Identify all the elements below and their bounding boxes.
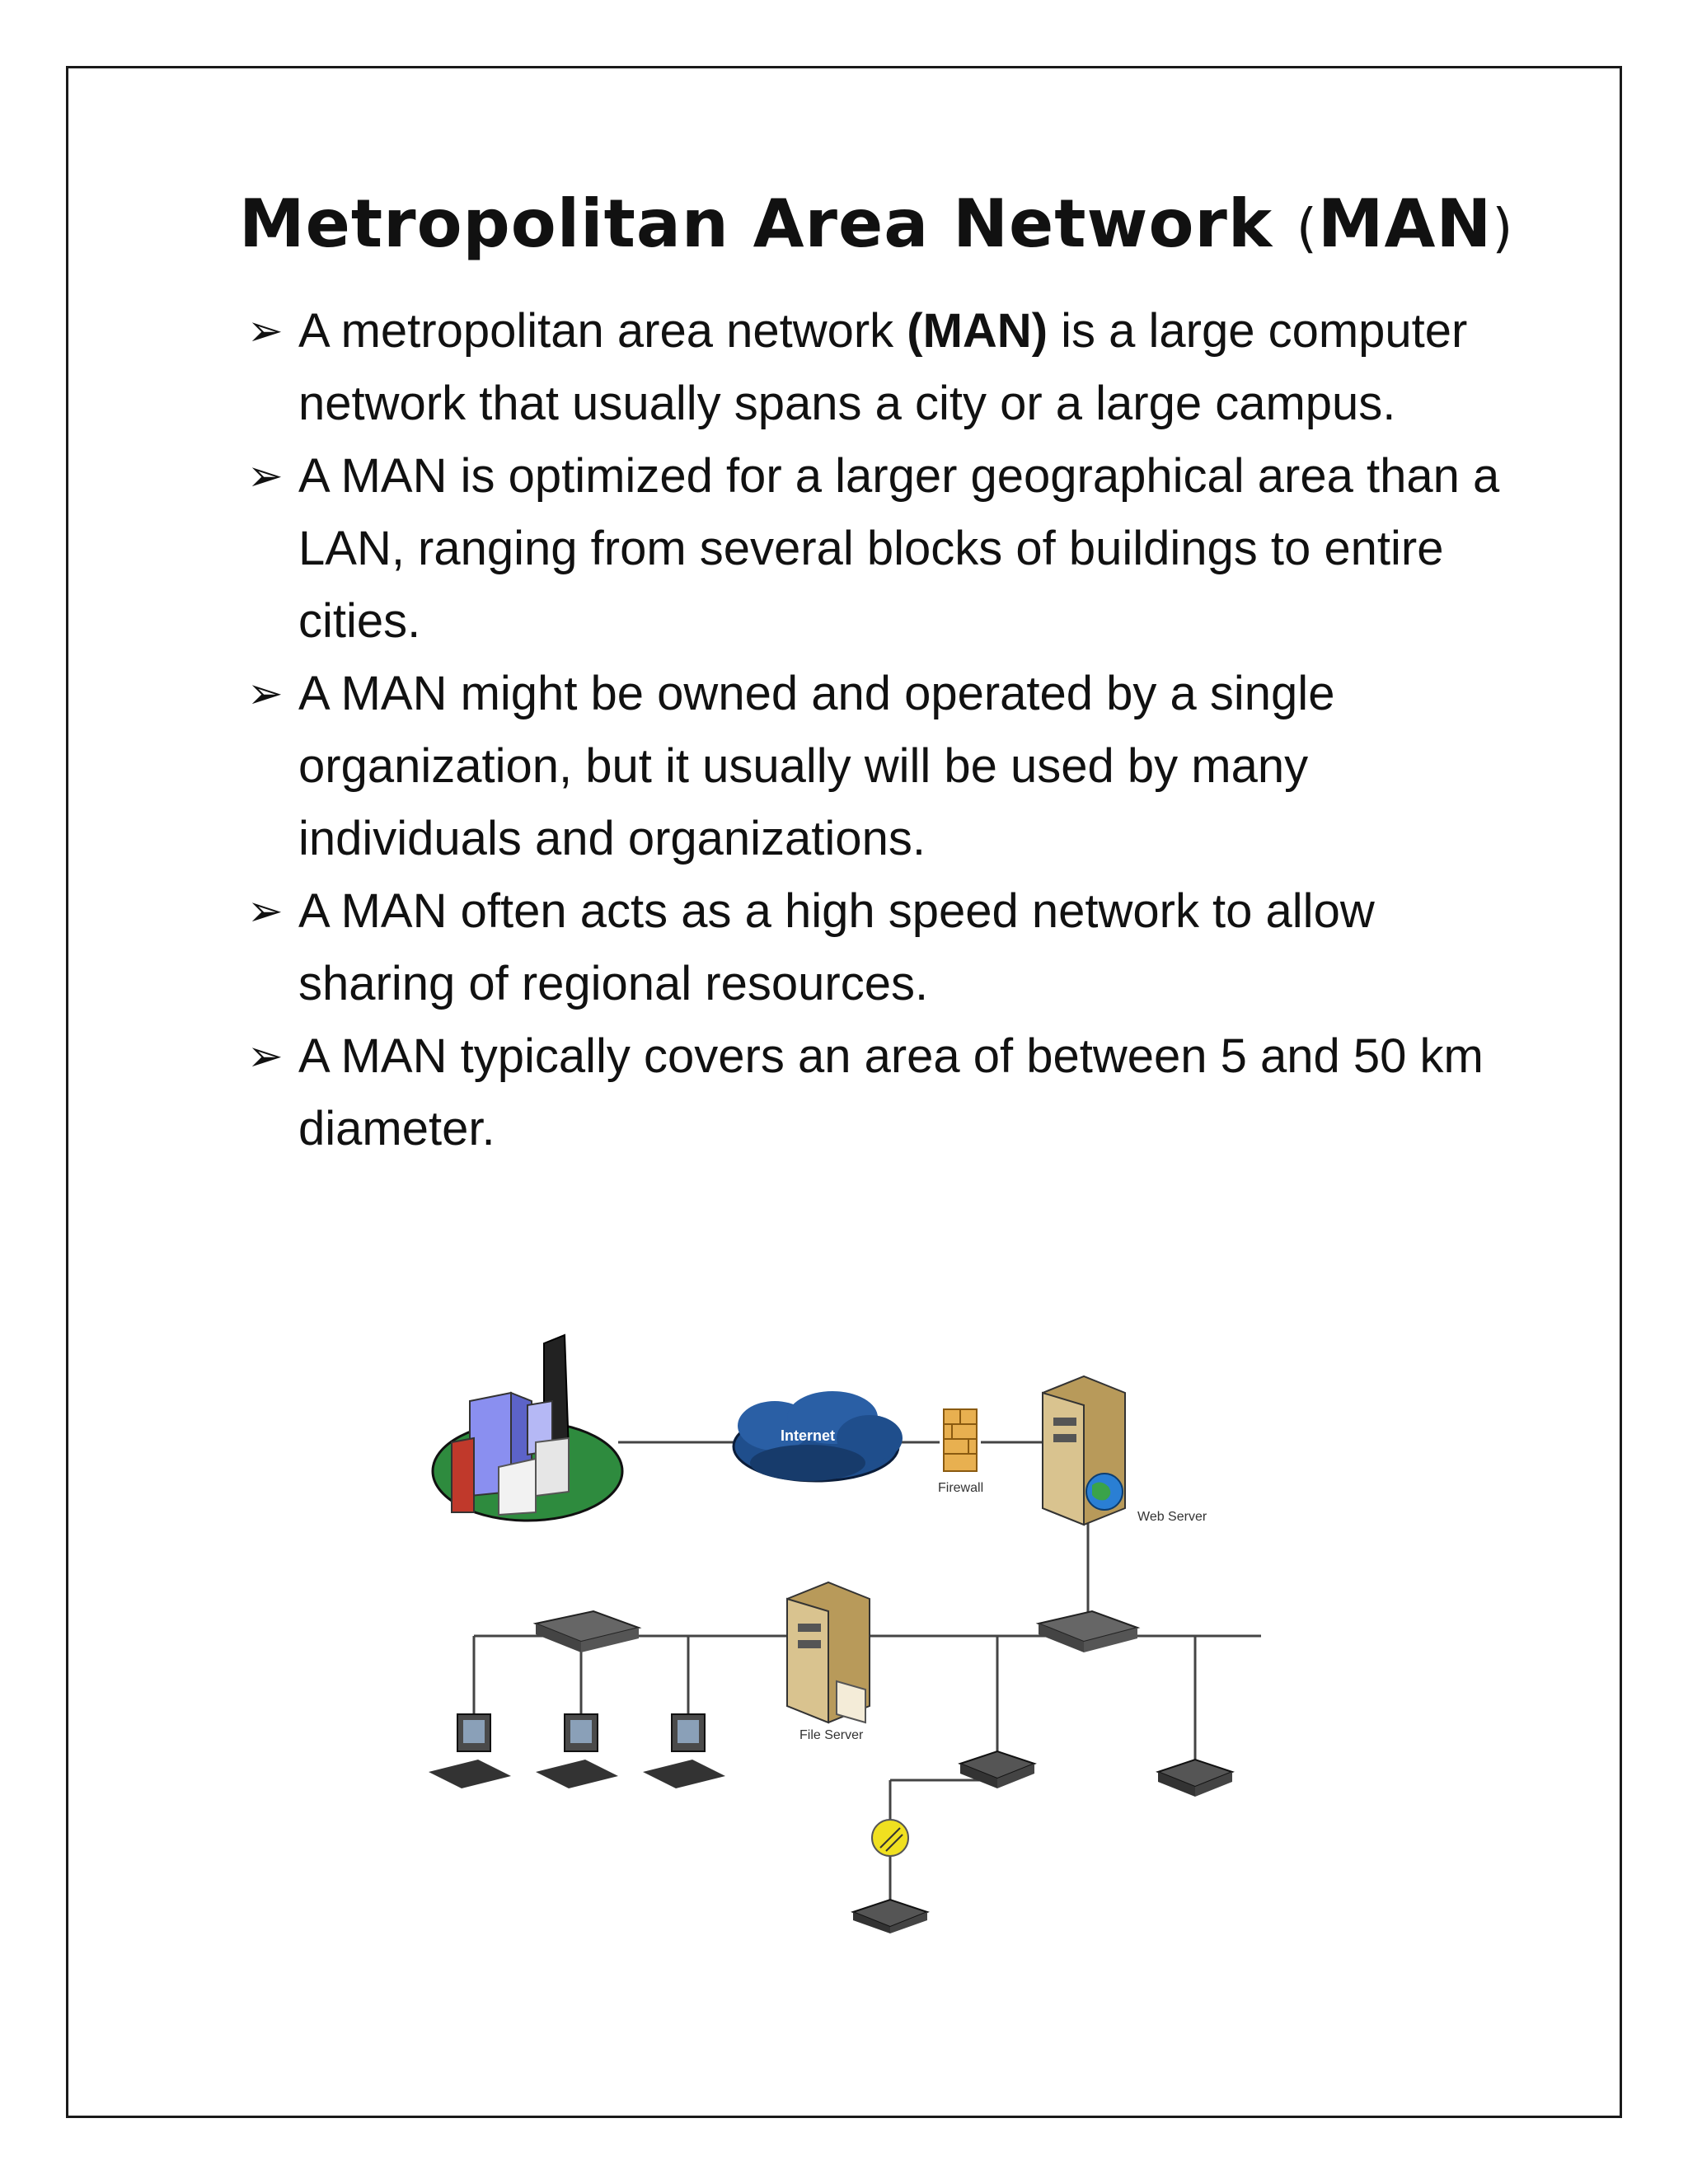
bullet-item [247,658,1533,875]
modem-icon [853,1900,927,1933]
bullet-item [247,440,1533,658]
firewall-label: Firewall [938,1481,984,1495]
switch-icon [1039,1611,1137,1652]
city-buildings-icon [433,1335,622,1521]
bullet-text: A MAN often acts as a high speed network to allow sharing of regional resources. [298,884,1375,1010]
arrow-bullet-icon: ➢ [247,1032,284,1081]
bullet-item [247,1020,1533,1165]
title-close-paren: ) [1492,199,1514,260]
network-diagram-svg [420,1327,1278,1937]
bullet-bold-text: (MAN) [907,304,1048,358]
bullet-text: A MAN is optimized for a larger geographical area than a LAN, ranging from several blocks of buildings to entire cities. [298,449,1500,648]
bullet-item [247,875,1533,1020]
title-main: Metropolitan Area Network [239,185,1296,262]
workstation-icon [536,1714,618,1788]
signal-indicator-icon [872,1820,908,1856]
modem-icon [1158,1760,1232,1797]
modem-icon [960,1751,1034,1788]
workstation-icon [643,1714,725,1788]
bullet-list [247,295,1533,1165]
workstation-icon [429,1714,511,1788]
bullet-text: A metropolitan area network [298,304,907,358]
file-server-icon [787,1582,870,1722]
arrow-bullet-icon: ➢ [247,669,284,719]
web-server-icon [1043,1376,1125,1525]
firewall-icon [944,1409,977,1471]
switch-icon [536,1611,639,1652]
title-open-paren: ( [1296,199,1318,260]
bullet-item [247,295,1533,440]
title-abbr: MAN [1317,185,1493,262]
network-diagram [420,1327,1278,1937]
page-title [239,185,1513,262]
arrow-bullet-icon: ➢ [247,307,284,356]
arrow-bullet-icon: ➢ [247,887,284,936]
web-server-label: Web Server [1137,1510,1207,1524]
file-server-label: File Server [799,1728,864,1742]
bullet-text: A MAN might be owned and operated by a single organization, but it usually will be used by many individuals and organizations. [298,667,1335,865]
internet-label: Internet [780,1427,836,1444]
arrow-bullet-icon: ➢ [247,452,284,501]
bullet-text-after: is a large computer network that usually spans a city or a large campus. [298,304,1468,430]
bullet-text: A MAN typically covers an area of between 5 and 50 km diameter. [298,1029,1484,1155]
